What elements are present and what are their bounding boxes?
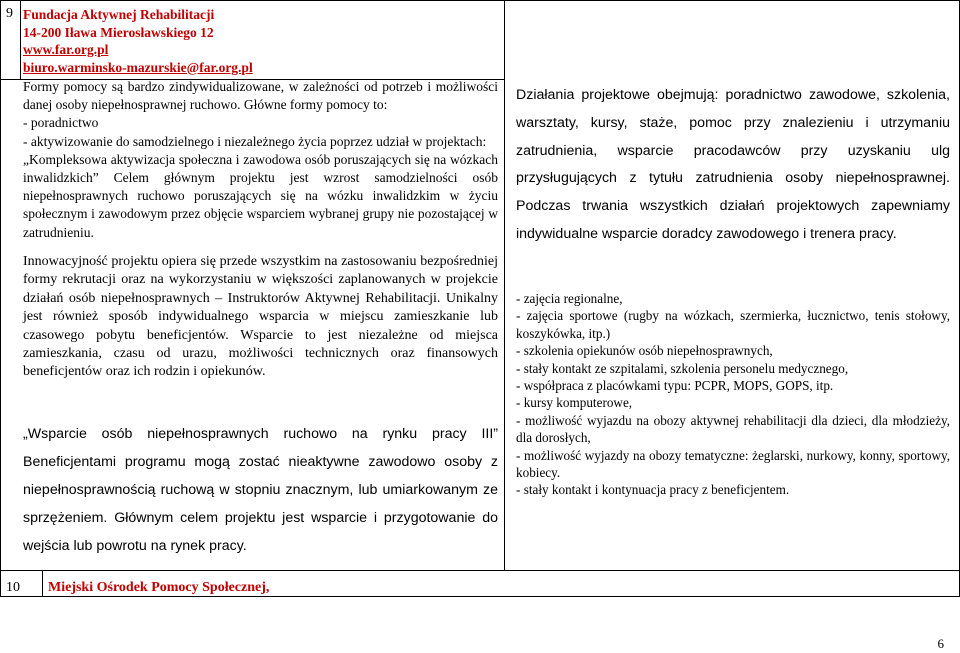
list-item: - współpraca z placówkami typu: PCPR, MOPS, GOPS, itp. <box>516 378 834 394</box>
list-item: - zajęcia sportowe (rugby na wózkach, szermierka, łucznictwo, tenis stołowy, koszykówka, itp.) <box>516 308 950 341</box>
description-block <box>23 78 498 242</box>
organization-email-link[interactable]: biuro.warminsko-mazurskie@far.org.pl <box>23 59 253 75</box>
table-number-column-border <box>20 0 21 79</box>
activities-list <box>516 290 950 499</box>
table-left-border <box>0 0 1 597</box>
list-item: - szkolenia opiekunów osób niepełnosprawnych, <box>516 343 773 359</box>
row-number: 10 <box>6 580 20 595</box>
list-item: - możliwość wyjazdy na obozy tematyczne: żeglarski, nurkowy, konny, sportowy, kobiecy. <box>516 447 950 481</box>
project-2-block <box>23 420 498 560</box>
list-item: - zajęcia regionalne, <box>516 291 623 306</box>
activities-summary: Działania projektowe obejmują: poradnictwo zawodowe, szkolenia, warsztaty, kursy, staże, pomoc przy znalezieniu i utrzymaniu zatrudnienia, wsparcie pracodawców przy uzyskaniu ulg przysługujących z tytułu zatrudnienia osoby niepełnosprawnej. Podczas trwania wszystkich działań projektowych zapewniamy indywidualne wsparcie doradcy zawodowego i trenera pracy. <box>516 87 950 242</box>
organization-name: Fundacja Aktywnej Rehabilitacji <box>23 7 215 22</box>
description-item-aktywizowanie: - aktywizowanie do samodzielnego i niezależnego życia poprzez udział w projektach: <box>23 133 487 149</box>
innovation-paragraph: Innowacyjność projektu opiera się przede wszystkim na zastosowaniu bezpośredniej formy rekrutacji oraz na wykorzystaniu w większości zaplanowanych w projekcie działań osób niepełnosprawnych – Instruktorów Aktywnej Rehabilitacji. Unikalny jest również sposób indywidualnego wsparcia w miejscu zamieszkanie lub czasowego pobytu beneficjentów. Wsparcie to jest niezależne od miejsca zamieszkania, czasu od urazu, możliwości technicznych oraz finansowych beneficjentów oraz ich rodzin i opiekunów. <box>23 254 498 380</box>
list-item: - kursy komputerowe, <box>516 395 633 411</box>
list-item: - możliwość wyjazdu na obozy aktywnej rehabilitacji dla dzieci, dla młodzieży, dla dorosłych, <box>516 412 950 446</box>
project-description-2: „Wsparcie osób niepełnosprawnych ruchowo na rynku pracy III” Beneficjentami programu mogą zostać nieaktywne zawodowo osoby z niepełnosprawnością ruchową w stopniu znacznym, lub umiarkowanym ze sprzężeniem. Głównym celem projektu jest wsparcie i przygotowanie do wejścia lub powrotu na rynek pracy. <box>23 426 498 554</box>
table-middle-border <box>504 0 505 571</box>
list-item: - stały kontakt i kontynuacja pracy z beneficjentem. <box>516 482 790 498</box>
table-top-border <box>0 0 960 1</box>
list-item: - stały kontakt ze szpitalami, szkolenia personelu medycznego, <box>516 360 849 376</box>
organization-header <box>23 6 253 76</box>
description-intro: Formy pomocy są bardzo zindywidualizowane, w zależności od potrzeb i możliwości danej osoby niepełnosprawnej ruchowo. Główne formy pomocy to: <box>23 79 498 113</box>
table-bottom-border <box>0 596 960 597</box>
activities-summary-block <box>516 82 950 249</box>
description-item-poradnictwo: - poradnictwo <box>23 115 99 131</box>
table-row-separator <box>0 570 960 571</box>
organization-address: 14-200 Iława Mierosławskiego 12 <box>23 24 214 40</box>
row-number: 9 <box>6 6 13 21</box>
innovation-block <box>23 253 498 382</box>
organization-website-link[interactable]: www.far.org.pl <box>23 42 109 57</box>
table-number-column-border-row10 <box>42 570 43 597</box>
project-description-1: „Kompleksowa aktywizacja społeczna i zawodowa osób poruszających się na wózkach inwalidzkich” Celem głównym projektu jest wzrost samodzielności osób niepełnosprawnych ruchowo poruszających się na wózku inwalidzkim w życiu społecznym i zawodowym przez objęcie wsparciem wybranej grupy nie pozostającej w zatrudnieniu. <box>23 151 498 240</box>
organization-name: Miejski Ośrodek Pomocy Społecznej, <box>48 580 270 595</box>
page-number: 6 <box>937 636 944 651</box>
